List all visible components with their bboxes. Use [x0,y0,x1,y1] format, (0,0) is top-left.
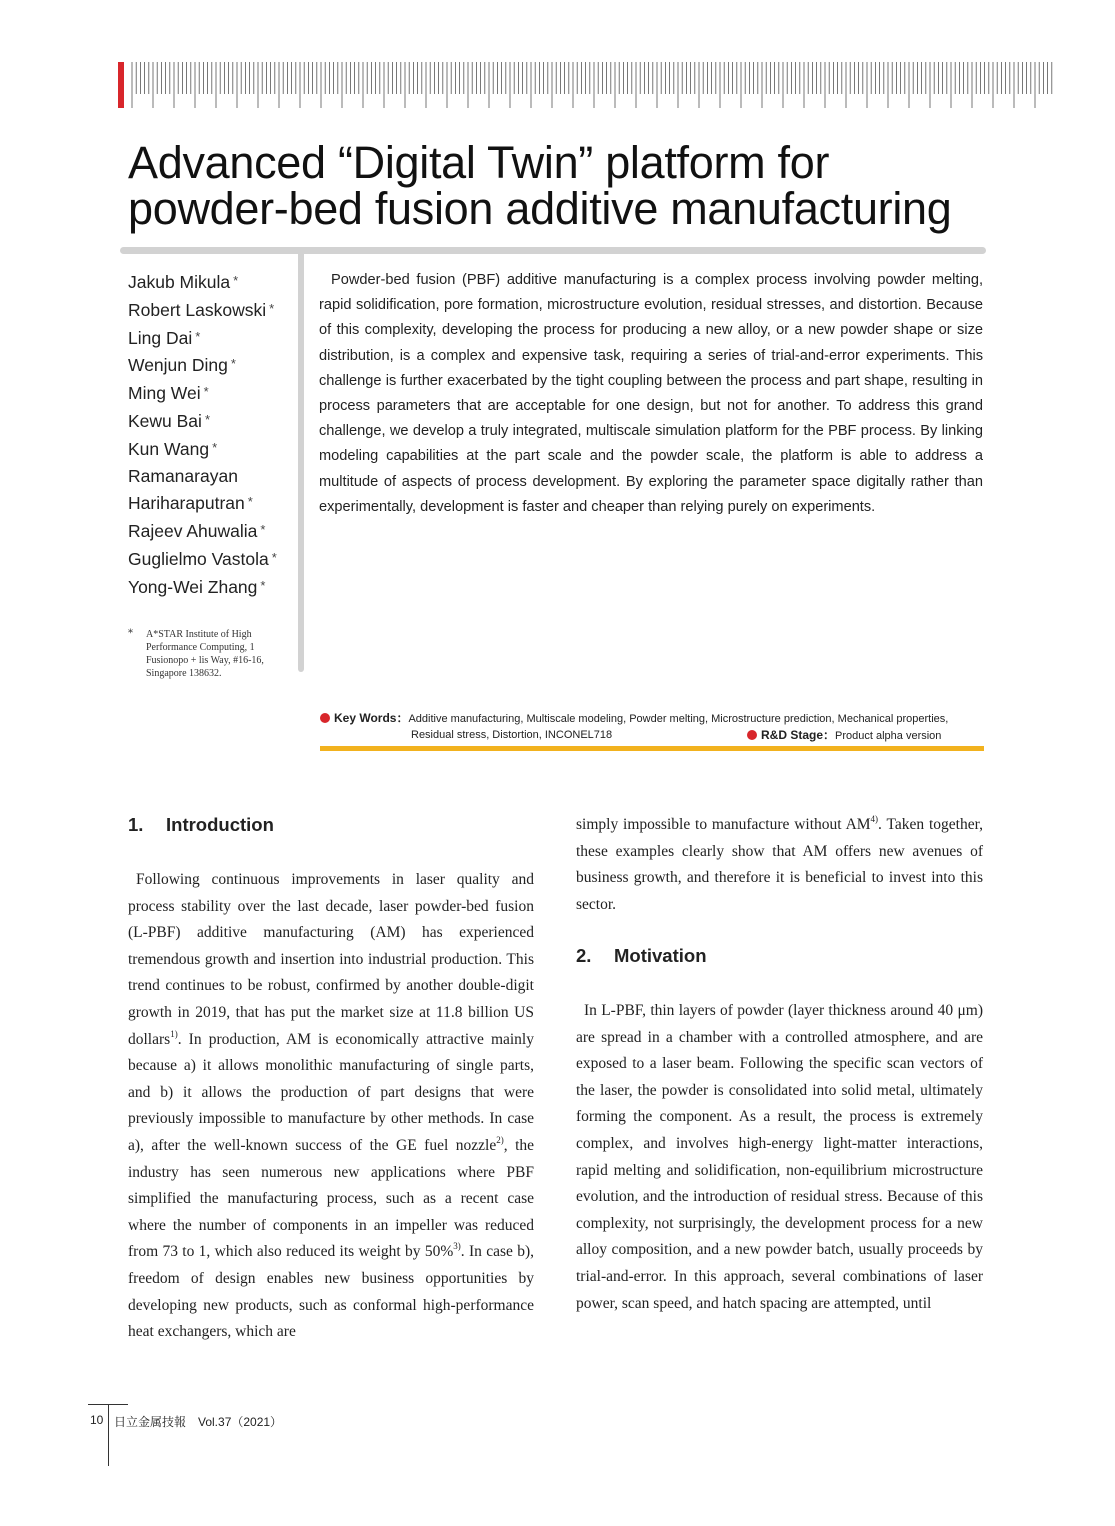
author-name: Ramanarayan [128,465,238,486]
intro-text-1: Following continuous improvements in laser quality and process stability over the last decade, laser powder-bed fusion (L-PBF) additive manufacturing (AM) has experienced tremendous growth and insertion into industrial production. This trend continues to be robust, confirmed by another double-digit growth in 2019, that has put the market size at 11.8 billion US dollars [128,871,534,1048]
affiliation-text: A*STAR Institute of High Performance Computing, 1 Fusionopo + lis Way, #16-16, Singapore 138632. [146,629,264,679]
citation-4: 4) [870,814,879,824]
author-name: Robert Laskowski [128,299,267,320]
citation-2: 2) [496,1134,504,1145]
paper-title [128,137,1028,234]
author-affiliation-mark: * [260,577,266,593]
author-affiliation-mark: * [247,494,253,510]
citation-1: 1) [170,1028,178,1039]
introduction-paragraph [128,867,534,1346]
author-affiliation-mark: * [271,549,277,565]
header-accent-bar [118,62,124,108]
author-list [128,268,298,601]
author-item [128,463,298,490]
author-name: Rajeev Ahuwalia [128,521,258,542]
author-item [128,268,298,296]
keywords-line-1: Additive manufacturing, Multiscale modeling, Powder melting, Microstructure prediction, Mechanical properties, [408,713,949,725]
author-affiliation-mark: * [269,300,275,316]
title-line-2: powder-bed fusion additive manufacturing [128,183,952,234]
author-name: Hariharaputran [128,493,245,514]
author-name: Kun Wang [128,438,210,459]
keywords-label: Key Words： [334,711,409,725]
page-number: 10 [90,1413,104,1427]
author-item [128,545,298,573]
title-line-1: Advanced “Digital Twin” platform for [128,137,830,188]
section-1-number: 1. [128,814,144,835]
author-item [128,435,298,463]
author-affiliation-mark: * [203,384,209,400]
footer-rule-vertical [108,1404,109,1466]
author-name: Guglielmo Vastola [128,548,269,569]
author-column-divider [298,250,304,672]
author-item [128,407,298,435]
affiliation-mark: * [128,628,133,639]
author-item [128,379,298,407]
author-affiliation-mark: * [260,522,266,538]
citation-3: 3) [453,1241,461,1252]
author-name: Ming Wei [128,383,201,404]
intro-text-4: . In case b), freedom of design enables new business opportunities by developing new products, such as conformal high-performance heat exchangers, which are [128,1243,535,1341]
author-item [128,517,298,545]
header-ruler-decoration [131,62,1055,108]
author-item [128,324,298,352]
author-affiliation-mark: * [230,356,236,372]
abstract: Powder-bed fusion (PBF) additive manufacturing is a complex process involving powder melting, rapid solidification, pore formation, microstructure evolution, residual stresses, and distortion. Because of this complexity, developing the process for producing a new alloy, or a new powder shape or size distribution, is a complex and expensive task, requiring a series of trial-and-error experiments. This challenge is further exacerbated by the tight coupling between the process and part shape, resulting in process parameters that are acceptable for one design, but not for another. To address this grand challenge, we develop a truly integrated, multiscale simulation platform for the PBF process. By linking modeling capabilities at the part scale and the powder scale, the platform is able to address a multitude of aspects of process development. By exploring the parameter space digitally rather than experimentally, development is faster and cheaper than relying purely on experiments. [319,272,983,515]
section-2-title: Motivation [614,945,707,966]
author-item [128,573,298,601]
keywords-divider [320,746,984,751]
intro-cont-text-2: . Taken together, these examples clearly show that AM offers new avenues of business growth, and therefore it is beneficial to invest into this sector. [576,816,983,913]
section-1-title: Introduction [166,814,274,835]
author-name: Wenjun Ding [128,355,228,376]
rd-stage-value: Product alpha version [835,730,942,742]
motivation-paragraph: In L-PBF, thin layers of powder (layer thickness around 40 μm) are spread in a chamber with a controlled atmosphere, and are exposed to a laser beam. Following the specific scan vectors of the laser, the powder is consolidated into solid metal, ultimately forming the component. As a result, the process is extremely complex, and involves high-energy light-matter interactions, rapid melting and solidification, non-equilibrium microstructure evolution, and the introduction of residual stress. Because of this complexity, not surprisingly, the development process for a new alloy composition, and a new powder batch, usually proceeds by trial-and-error. In this approach, several combinations of laser power, scan speed, and hatch spacing are attempted, until [576,1002,983,1312]
author-affiliation-mark: * [212,439,218,455]
section-heading-introduction [128,814,274,836]
author-item [128,296,298,324]
author-affiliation-mark: * [195,328,201,344]
rd-stage-bullet-icon [747,730,757,740]
title-divider [120,247,986,254]
section-2-number: 2. [576,945,592,966]
intro-text-3: , the industry has seen numerous new applications where PBF simplified the manufacturing process, such as a recent case where the number of components in an impeller was reduced from 73 to 1, which also reduced its weight by 50% [128,1136,535,1261]
author-name: Yong-Wei Zhang [128,576,258,597]
section-heading-motivation [576,945,707,967]
author-name: Jakub Mikula [128,272,231,292]
author-name: Kewu Bai [128,410,202,431]
rd-stage-label: R&D Stage： [761,728,836,742]
intro-text-2: . In production, AM is economically attractive mainly because a) it allows monolithic manufacturing of single parts, and b) it allows the production of part designs that were previously impossible to manufacture by other methods. In case a), after the well-known success of the GE fuel nozzle [128,1030,534,1154]
introduction-continuation [576,812,983,918]
author-item [128,351,298,379]
keywords-bullet-icon [320,713,330,723]
intro-cont-text-1: simply impossible to manufacture without AM [576,816,871,833]
author-affiliation-mark: * [204,411,210,427]
journal-name: 日立金属技報 Vol.37（2021） [114,1415,283,1429]
keywords-line-2: Residual stress, Distortion, INCONEL718 [411,729,613,741]
author-affiliation-mark: * [233,273,239,288]
author-name: Ling Dai [128,327,193,348]
author-item [128,489,298,517]
